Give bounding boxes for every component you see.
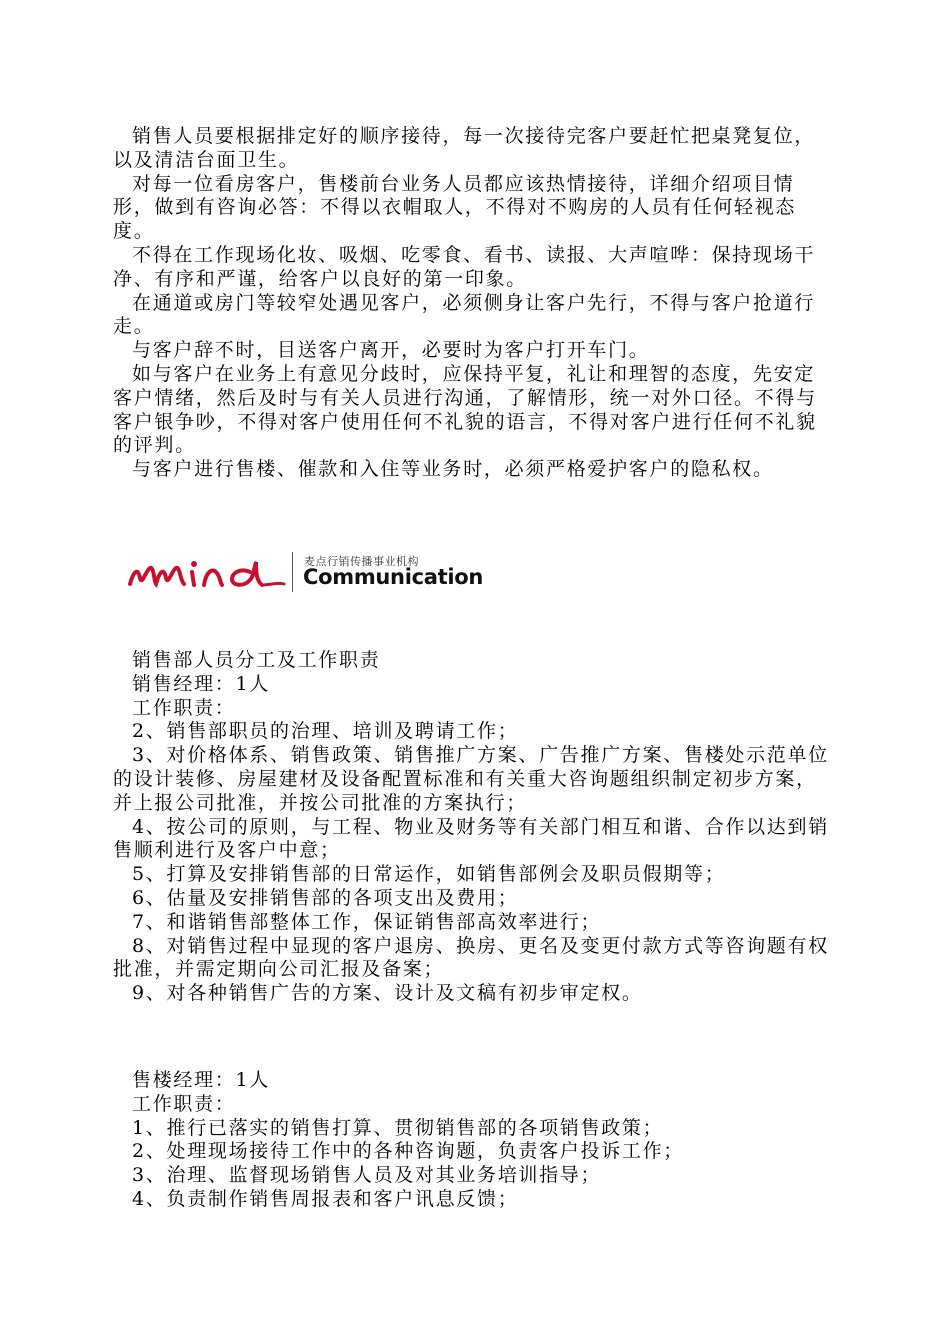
section-heading: 销售部人员分工及工作职责	[132, 649, 381, 671]
duty-line: 9、对各种销售广告的方案、设计及文稿有初步审定权。	[132, 982, 643, 1005]
duty-line: 4、负责制作销售周报表和客户讯息反馈；	[132, 1187, 519, 1210]
duty-line: 6、估量及安排销售部的各项支出及费用；	[132, 886, 519, 909]
conduct-rules-section	[113, 125, 835, 482]
duty-line: 售楼经理：1人	[132, 1069, 270, 1091]
floor-manager-section	[113, 1069, 835, 1212]
logo-chinese-text: 麦点行销传播事业机构	[304, 555, 419, 568]
duty-line: 5、打算及安排销售部的日常运作，如销售部例会及职员假期等；	[132, 863, 726, 886]
duty-line: 2、处理现场接待工作中的各种咨询题，负责客户投诉工作；	[132, 1140, 684, 1163]
duty-line: 7、和谐销售部整体工作，保证销售部高效率进行；	[132, 910, 602, 933]
duty-line: 8、对销售过程中显现的客户退房、换房、更名及变更付款方式等咨询题有权批准，并需定期向公司汇报及备案；	[113, 934, 829, 981]
duty-line: 3、治理、监督现场销售人员及对其业务培训指导；	[132, 1164, 602, 1187]
rule-paragraph: 如与客户在业务上有意见分歧时，应保持平复，礼让和理智的态度，先安定客户情绪，然后及时与有关人员进行沟通，了解情形，统一对外口径。不得与客户银争吵，不得对客户使用任何不礼貌的语言，不得对客户进行任何不礼貌的评判。	[113, 362, 817, 457]
duty-line: 工作职责：	[132, 1092, 236, 1115]
duty-line: 4、按公司的原则，与工程、物业及财务等有关部门相互和谐、合作以达到销售顺利进行及客户中意；	[113, 815, 829, 862]
rule-paragraph: 销售人员要根据排定好的顺序接待，每一次接待完客户要赶忙把桌凳复位，以及清洁台面卫生。	[113, 125, 816, 171]
duty-line: 1、推行已落实的销售打算、贯彻销售部的各项销售政策；	[132, 1116, 664, 1139]
mind-communication-logo	[128, 550, 484, 596]
rule-paragraph: 与客户进行售楼、催款和入住等业务时，必须严格爱护客户的隐私权。	[132, 458, 774, 481]
rule-paragraph: 与客户辞不时，目送客户离开，必要时为客户打开车门。	[132, 339, 650, 362]
rule-paragraph: 对每一位看房客户，售楼前台业务人员都应该热情接待，详细介绍项目情形，做到有咨询必答：不得以衣帽取人，不得对不购房的人员有任何轻视态度。	[113, 172, 797, 243]
duty-line: 工作职责：	[132, 696, 236, 719]
duty-line: 销售经理：1人	[132, 672, 270, 695]
logo-english-text: Communication	[303, 565, 484, 589]
duty-line: 2、销售部职员的治理、培训及聘请工作；	[132, 720, 519, 743]
logo-divider	[292, 552, 293, 592]
rule-paragraph: 在通道或房门等较窄处遇见客户，必须侧身让客户先行，不得与客户抢道行走。	[113, 291, 816, 338]
mind-wordmark-logo	[128, 558, 286, 590]
sales-manager-section	[113, 649, 835, 1006]
duty-line: 3、对价格体系、销售政策、销售推广方案、广告推广方案、售楼处示范单位的设计装修、房屋建材及设备配置标准和有关重大咨询题组织制定初步方案，并上报公司批准，并按公司批准的方案执行；	[113, 744, 829, 814]
rule-paragraph: 不得在工作现场化妆、吸烟、吃零食、看书、读报、大声喧哗：保持现场干净、有序和严谨，给客户以良好的第一印象。	[113, 243, 816, 290]
